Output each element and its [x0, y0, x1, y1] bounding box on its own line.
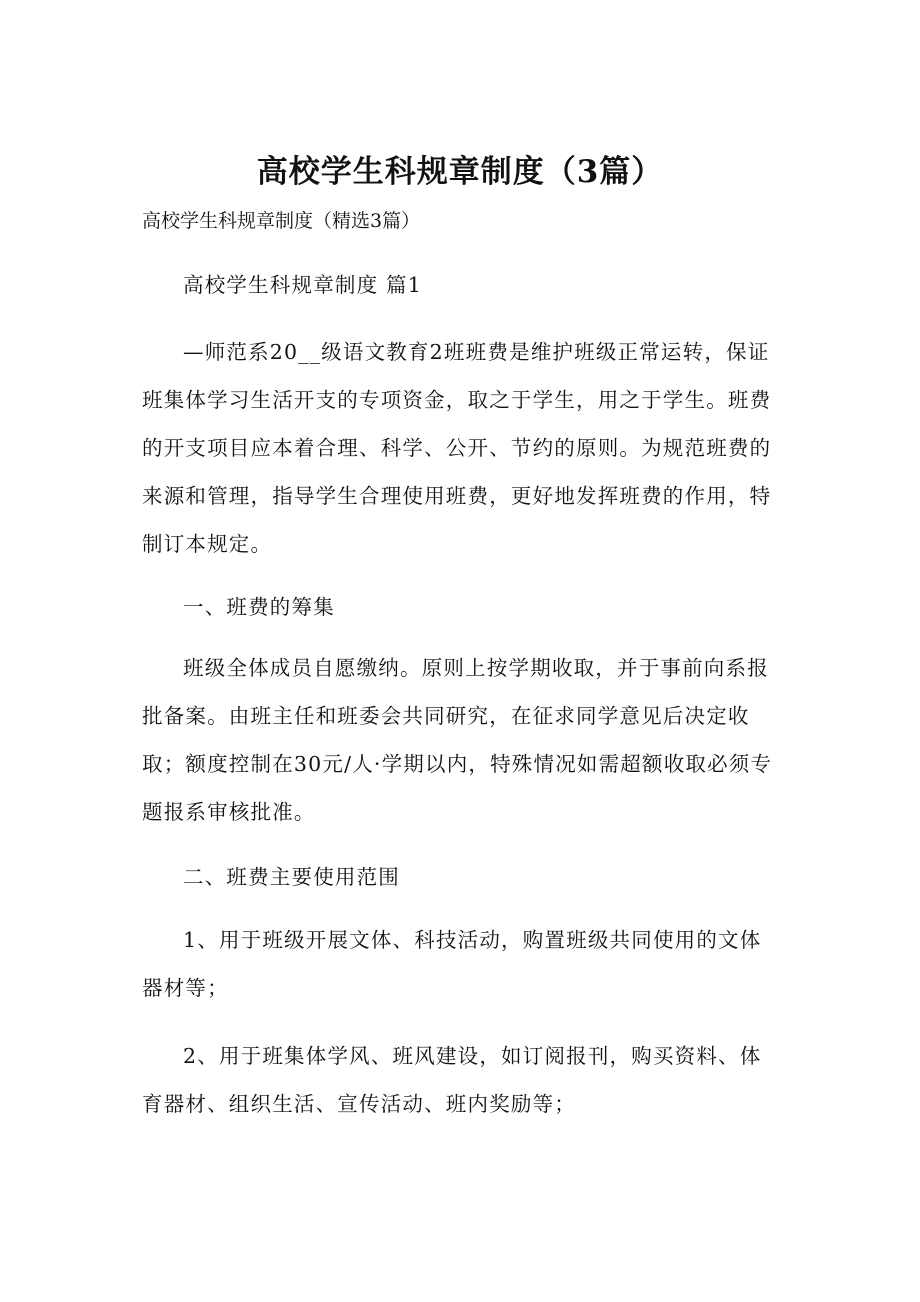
part1-paragraph: 班级全体成员自愿缴纳。原则上按学期收取，并于事前向系报批备案。由班主任和班委会共同研究，在征求同学意见后决定收取；额度控制在30元/人·学期以内，特殊情况如需超额收取必须专题报系审核批准。 [142, 656, 773, 824]
list-item-1: 1、用于班级开展文体、科技活动，购置班级共同使用的文体器材等； [142, 928, 762, 1000]
section-heading: 高校学生科规章制度 篇1 [183, 273, 422, 297]
part2-heading: 二、班费主要使用范围 [183, 865, 400, 889]
document-title: 高校学生科规章制度（3篇） [256, 154, 664, 190]
intro-paragraph: —师范系20__级语文教育2班班费是维护班级正常运转，保证班集体学习生活开支的专项资金，取之于学生，用之于学生。班费的开支项目应本着合理、科学、公开、节约的原则。为规范班费的来源和管理，指导学生合理使用班费，更好地发挥班费的作用，特制订本规定。 [142, 340, 772, 556]
part1-heading: 一、班费的筹集 [183, 595, 335, 619]
list-item-2: 2、用于班集体学风、班风建设，如订阅报刊，购买资料、体育器材、组织生活、宣传活动、班内奖励等； [142, 1044, 762, 1116]
document-subtitle: 高校学生科规章制度（精选3篇） [142, 210, 421, 232]
